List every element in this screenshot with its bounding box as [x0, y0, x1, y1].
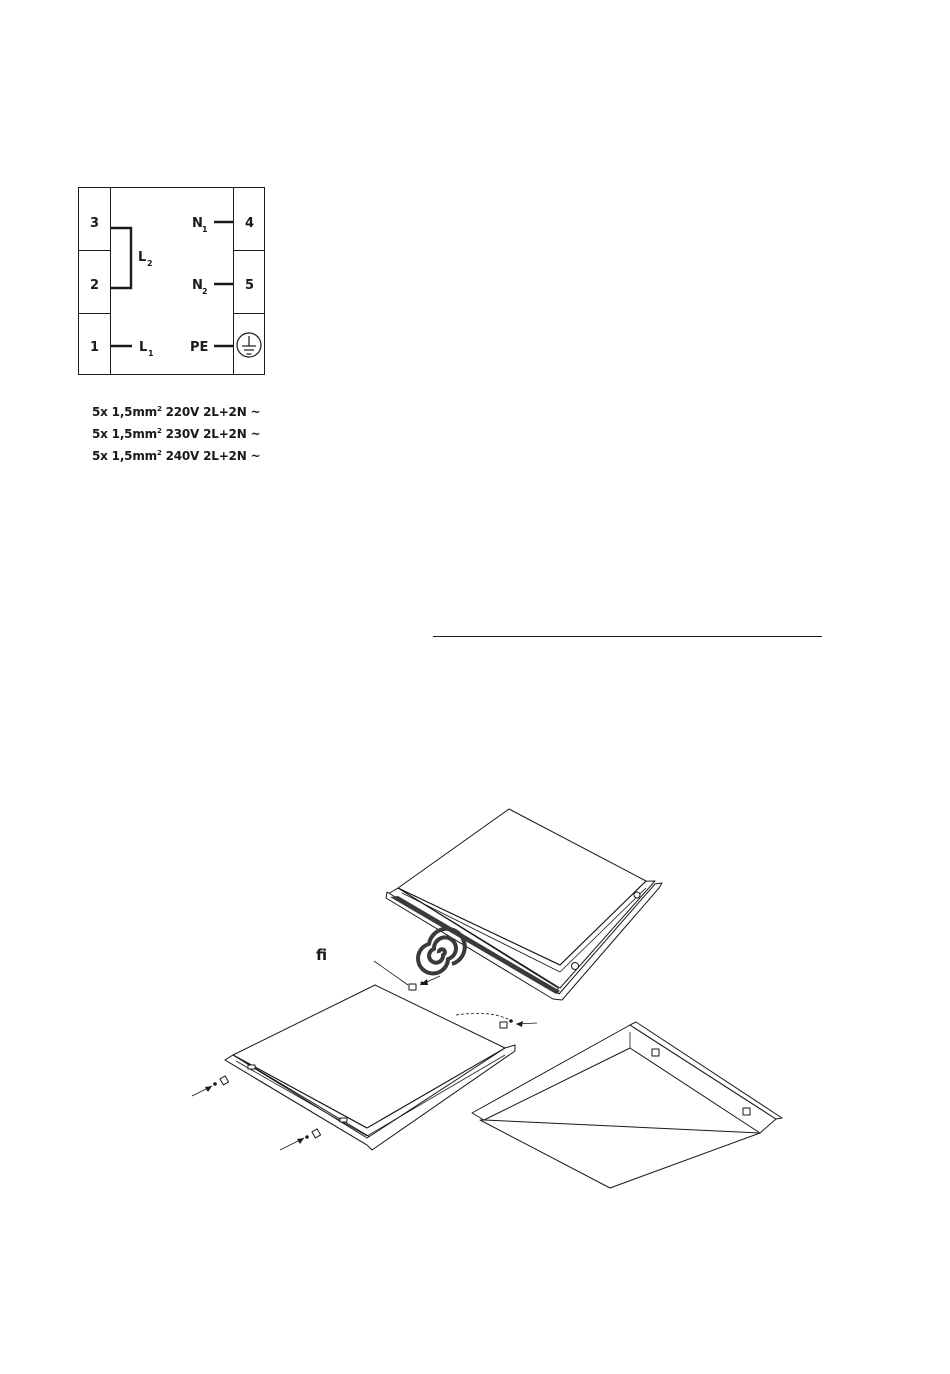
- hob-installation-illustration: [0, 800, 950, 1210]
- dashed-insert-path: [456, 1013, 510, 1020]
- cable-spec-list: [92, 400, 260, 466]
- label-l2-sub: 2: [147, 259, 153, 268]
- hob-bottom-left: [225, 985, 515, 1150]
- l2-bridge-wire: [110, 228, 131, 288]
- label-n2: N: [192, 278, 203, 293]
- label-pe: PE: [190, 340, 209, 355]
- terminal-4: 4: [245, 216, 255, 231]
- figure-marker: ﬁ: [316, 946, 328, 964]
- label-n1-sub: 1: [202, 225, 208, 234]
- terminal-5: 5: [245, 278, 255, 293]
- terminal-block-diagram: [78, 187, 268, 379]
- worktop-cutout: [472, 1022, 782, 1188]
- label-n2-sub: 2: [202, 287, 208, 296]
- earth-ground-icon: [237, 333, 261, 357]
- terminal-3: 3: [90, 216, 100, 231]
- cable-spec-230v: 5x $1,5mm^2$ 230V 2L+2N ~: [92, 427, 261, 441]
- cable-spec-240v: 5x $1,5mm^2$ 240V 2L+2N ~: [92, 449, 261, 463]
- label-n1: N: [192, 216, 203, 231]
- terminal-1: 1: [90, 340, 100, 355]
- leader-line: [374, 961, 408, 985]
- label-l1: L: [139, 340, 148, 355]
- cable-spec-220v: 5x $1,5mm^2$ 220V 2L+2N ~: [92, 405, 261, 419]
- terminal-2: 2: [90, 278, 100, 293]
- label-l1-sub: 1: [148, 349, 154, 358]
- label-l2: L: [138, 250, 147, 265]
- section-divider: [433, 636, 822, 637]
